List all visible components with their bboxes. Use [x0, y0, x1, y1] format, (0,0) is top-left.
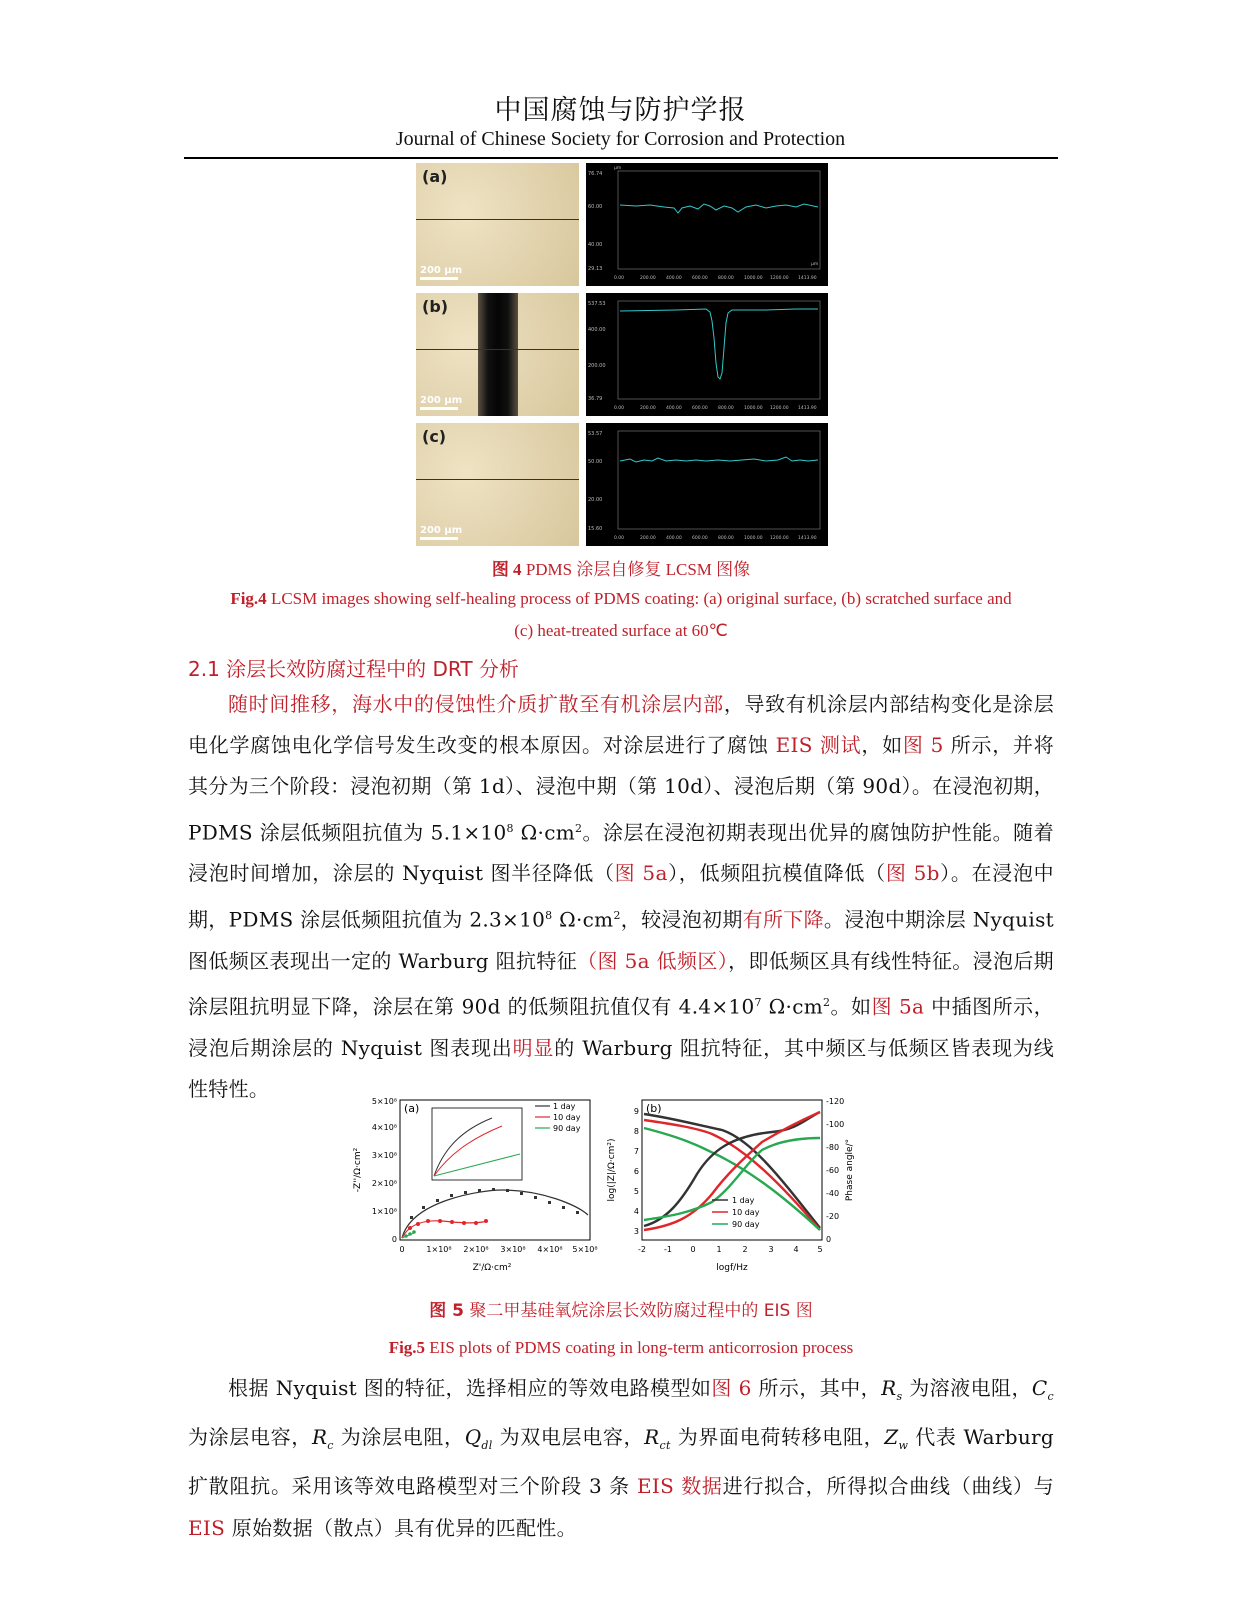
- fig5b-y2tick: -40: [826, 1189, 840, 1198]
- fig4-xtick: 1200.00: [770, 406, 789, 411]
- fig5b-y2tick: -60: [826, 1166, 840, 1175]
- fig5b-y2label: Phase angle/°: [845, 1138, 855, 1202]
- fig4-caption-cn: 图 4 PDMS 涂层自修复 LCSM 图像: [491, 560, 751, 579]
- fig4-label-c: (c): [422, 427, 447, 446]
- paragraph-1: 随时间推移，海水中的侵蚀性介质扩散至有机涂层内部，导致有机涂层内部结构变化是涂层电化学腐蚀电化学信号发生改变的根本原因。对涂层进行了腐蚀 EIS 测试，如图 5 所示，并将其分为三个阶段：浸泡初期（第 1d）、浸泡中期（第 10d）、浸泡后期（第 90d）。在浸泡初期，PDMS 涂层低频阻抗值为 $5.1\times 10^8$ $\Omega\cdot cm^2$。涂层在浸泡初期表现出优异的腐蚀防护性能。随着浸泡时间增加，涂层的 Nyquist 图半径降低（图 5a），低频阻抗模值降低（图 5b）。在浸泡中期，PDMS 涂层低频阻抗值为 $2.3\times 10^8$ $\Omega\cdot cm^2$，较浸泡初期有所下降。浸泡中期涂层 Nyquist 图低频区表现出一定的 Warburg 阻抗特征（图 5a 低频区），即低频区具有线性特征。浸泡后期涂层阻抗明显下降，涂层在第 90d 的低频阻抗值仅有 $4.4\times 10^7$ $\Omega\cdot cm^2$。如图 5a 中插图所示，浸泡后期涂层的 Nyquist 图表现出明显的 Warburg 阻抗特征，其中频区与低频区皆表现为线性特性。: [188, 692, 1055, 1101]
- fig4-scale-c: 200 μm: [420, 525, 463, 536]
- fig5a-ytick: 2×10⁸: [371, 1179, 397, 1188]
- header-rule: [184, 157, 1058, 159]
- fig5-caption-en: Fig.5 EIS plots of PDMS coating in long-term anticorrosion process: [388, 1338, 854, 1357]
- fig4a-yunit: μm: [614, 166, 622, 171]
- fig4-xtick: 800.00: [718, 536, 734, 541]
- fig5a-xlabel: Z'/Ω·cm²: [472, 1263, 512, 1273]
- fig5b-xtick: 2: [742, 1245, 748, 1254]
- fig5b-xtick: -2: [638, 1245, 646, 1254]
- fig4-label-a: (a): [422, 167, 448, 186]
- fig5a-xtick: 0: [399, 1245, 405, 1254]
- fig5b-ylabel: log(|Z|/Ω·cm²): [607, 1138, 617, 1202]
- fig4-profile-b: [586, 293, 828, 416]
- fig5b-xtick: 3: [768, 1245, 774, 1254]
- fig4-xtick: 1200.00: [770, 276, 789, 281]
- fig5a-xtick: 3×10⁸: [500, 1245, 526, 1254]
- fig5b-xtick: 5: [817, 1245, 823, 1254]
- fig4-photo-a: [416, 163, 579, 286]
- fig4-profile-c: [586, 423, 828, 546]
- fig5a-legend: 90 day: [553, 1124, 581, 1133]
- fig4b-ytick: 200.00: [588, 363, 606, 369]
- fig5a-legend: 10 day: [553, 1113, 581, 1122]
- fig5b-legend: 90 day: [732, 1220, 760, 1229]
- fig4c-ytick: 20.00: [588, 497, 603, 503]
- fig4a-ytick: 40.00: [588, 242, 603, 248]
- fig4-xtick: 800.00: [718, 276, 734, 281]
- fig5a-ytick: 0: [391, 1235, 397, 1244]
- figure-5: [352, 1090, 892, 1280]
- fig4-xtick: 0.00: [614, 536, 625, 541]
- fig4-caption-en-2: (c) heat-treated surface at 60℃: [514, 621, 728, 640]
- fig5-panel-b: [607, 1097, 855, 1273]
- fig5b-ytick: 6: [633, 1167, 639, 1176]
- fig5a-ytick: 3×10⁸: [371, 1151, 397, 1160]
- fig4-xtick: 200.00: [640, 406, 656, 411]
- fig5a-ytick: 4×10⁸: [371, 1123, 397, 1132]
- fig4c-ytick: 50.00: [588, 459, 603, 465]
- fig4-xtick: 1000.00: [744, 536, 763, 541]
- fig4-xtick: 0.00: [614, 406, 625, 411]
- fig4-label-b: (b): [422, 297, 449, 316]
- fig4-xtick: 400.00: [666, 536, 682, 541]
- fig5a-xtick: 1×10⁸: [426, 1245, 452, 1254]
- fig4-row-b: [416, 293, 828, 416]
- fig4-scale-a: 200 μm: [420, 265, 463, 276]
- fig5b-ytick: 4: [633, 1207, 639, 1216]
- fig4-xtick: 200.00: [640, 276, 656, 281]
- fig5a-ytick: 5×10⁸: [371, 1097, 397, 1106]
- fig5a-legend: 1 day: [553, 1102, 576, 1111]
- fig5a-label: (a): [404, 1102, 420, 1115]
- fig5b-ytick: 8: [633, 1127, 639, 1136]
- fig4-xtick: 1413.90: [798, 406, 817, 411]
- fig4-xtick: 600.00: [692, 276, 708, 281]
- fig4-xtick: 200.00: [640, 536, 656, 541]
- fig5b-xtick: -1: [664, 1245, 672, 1254]
- fig4-xtick: 800.00: [718, 406, 734, 411]
- fig5b-xtick: 4: [793, 1245, 799, 1254]
- fig4-xtick: 1000.00: [744, 276, 763, 281]
- fig5a-xtick: 4×10⁸: [537, 1245, 563, 1254]
- fig5a-ytick: 1×10⁸: [371, 1207, 397, 1216]
- fig5a-ylabel: -Z''/Ω·cm²: [353, 1147, 363, 1193]
- fig4-profile-a: [586, 163, 828, 286]
- fig5b-legend: 10 day: [732, 1208, 760, 1217]
- fig4b-ytick: 36.79: [588, 396, 603, 402]
- fig4a-ytick: 76.74: [588, 171, 603, 177]
- fig5b-ytick: 7: [633, 1147, 639, 1156]
- fig5a-xtick: 5×10⁸: [572, 1245, 598, 1254]
- fig5b-ytick: 5: [633, 1187, 639, 1196]
- fig5-panel-a: [353, 1097, 598, 1273]
- fig4-xtick: 600.00: [692, 406, 708, 411]
- fig4-row-c: [416, 423, 828, 546]
- fig4b-ytick: 537.53: [588, 301, 606, 307]
- fig5b-xtick: 0: [690, 1245, 696, 1254]
- fig4-xtick: 1413.90: [798, 276, 817, 281]
- fig4-scale-b: 200 μm: [420, 395, 463, 406]
- fig4c-ytick: 53.57: [588, 431, 603, 437]
- fig4-xtick: 1000.00: [744, 406, 763, 411]
- fig5b-legend: 1 day: [732, 1196, 755, 1205]
- journal-title-cn: 中国腐蚀与防护学报: [494, 95, 747, 126]
- fig4c-ytick: 15.60: [588, 526, 603, 532]
- fig5b-ytick: 9: [633, 1107, 639, 1116]
- fig4-xtick: 1200.00: [770, 536, 789, 541]
- paragraph-2: 根据 Nyquist 图的特征，选择相应的等效电路模型如图 6 所示，其中，$R_s$ 为溶液电阻，$C_c$ 为涂层电容，$R_c$ 为涂层电阻，$Q_{dl}$ 为双电层电容，$R_{ct}$ 为界面电荷转移电阻，$Z_w$ 代表 Warburg 扩散阻抗。采用该等效电路模型对三个阶段 3 条 EIS 数据进行拟合，所得拟合曲线（曲线）与 EIS 原始数据（散点）具有优异的匹配性。: [188, 1376, 1054, 1540]
- fig5b-y2tick: -20: [826, 1212, 840, 1221]
- fig4b-ytick: 400.00: [588, 327, 606, 333]
- fig5a-xtick: 2×10⁸: [463, 1245, 489, 1254]
- fig4-xtick: 400.00: [666, 406, 682, 411]
- fig4a-xunit: μm: [811, 262, 819, 267]
- fig5-caption-cn: 图 5 聚二甲基硅氧烷涂层长效防腐过程中的 EIS 图: [429, 1301, 813, 1321]
- fig5b-y2tick: 0: [826, 1235, 832, 1244]
- fig4-photo-b: [416, 293, 579, 416]
- fig4a-ytick: 60.00: [588, 204, 603, 210]
- fig4-photo-c: [416, 423, 579, 546]
- fig4-xtick: 400.00: [666, 276, 682, 281]
- journal-title-en: Journal of Chinese Society for Corrosion and Protection: [395, 128, 846, 150]
- fig4a-ytick: 29.13: [588, 266, 603, 272]
- fig4-xtick: 0.00: [614, 276, 625, 281]
- fig5b-ytick: 3: [633, 1227, 639, 1236]
- fig4-xtick: 600.00: [692, 536, 708, 541]
- fig5b-y2tick: -80: [826, 1143, 840, 1152]
- fig5b-label: (b): [646, 1102, 662, 1115]
- fig4-row-a: [416, 163, 828, 286]
- fig5b-xlabel: logf/Hz: [716, 1263, 748, 1273]
- fig5b-y2tick: -100: [826, 1120, 845, 1129]
- fig5b-xtick: 1: [716, 1245, 722, 1254]
- section-title: 2.1 涂层长效防腐过程中的 DRT 分析: [188, 657, 519, 681]
- fig4-caption-en-1: Fig.4 LCSM images showing self-healing process of PDMS coating: (a) original surface, (b) scratched surface and: [230, 589, 1012, 608]
- fig4-xtick: 1413.90: [798, 536, 817, 541]
- fig5b-y2tick: -120: [826, 1097, 845, 1106]
